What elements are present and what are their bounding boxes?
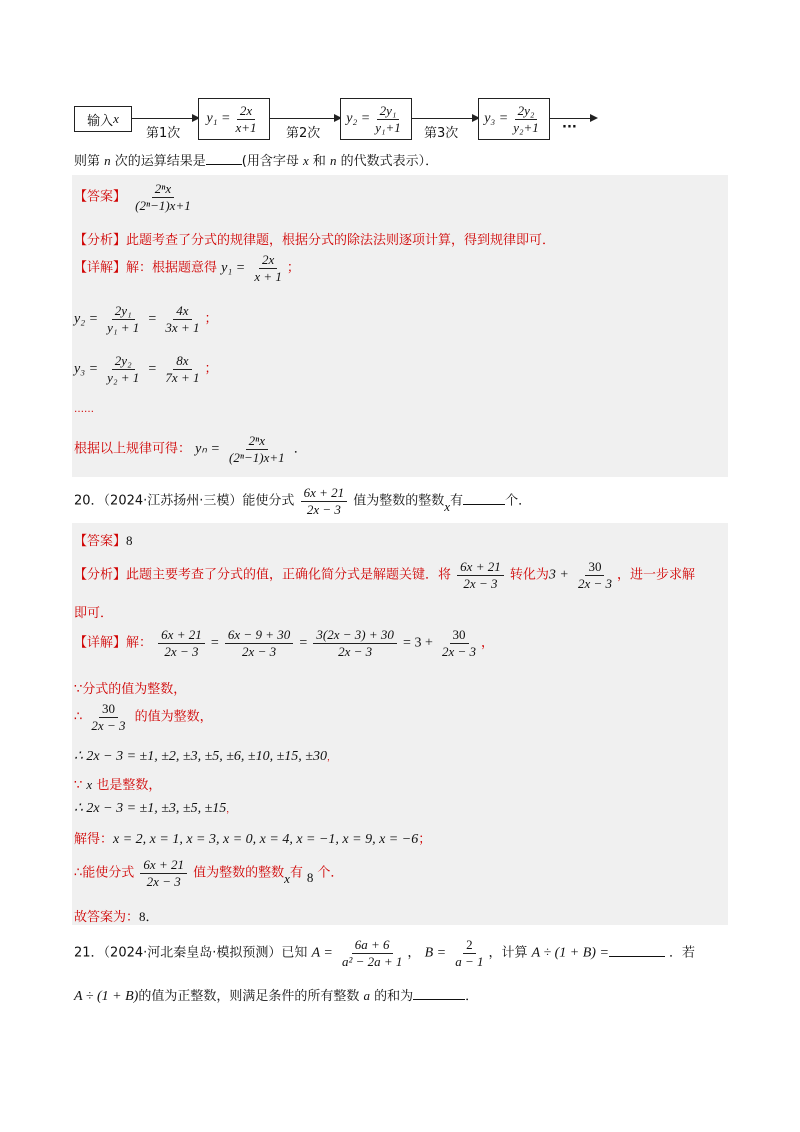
- q20-step-5: ∴ 2x − 3 = ±1, ±3, ±5, ±15，: [74, 801, 236, 816]
- formula-box-2: y₂ = $\frac{\text{2y₁}}{\text{y₁+1}}$: [340, 98, 412, 140]
- formula-box-3: y₃ = $\frac{\text{2y₂}}{\text{y₂+1}}$: [478, 98, 550, 140]
- flow-arrow-3: [412, 118, 478, 119]
- answer-blank: [206, 164, 242, 165]
- answer-blank: [413, 999, 465, 1000]
- q19-dots: ……: [74, 404, 94, 415]
- q20-step-4: ∵ x 也是整数，: [74, 777, 162, 793]
- q20-final: 故答案为：8．: [74, 909, 159, 925]
- q19-analysis: 【分析】此题考查了分式的规律题，根据分式的除法法则逐项计算，得到规律即可．: [74, 233, 556, 248]
- q19-question: 则第 n 次的运算结果是 (用含字母 x 和 n 的代数式表示）．: [74, 153, 439, 169]
- q19-answer: 【答案】 $\frac{\text{2ⁿx}}{\text{(2ⁿ−1)x+1}}$: [74, 181, 191, 213]
- q19-line-y2: y₂ = $\frac{\text{2y₁}}{\text{y₁ + 1}}$ = $\frac{4x}{3x + 1}$ ；: [74, 303, 218, 335]
- q20-analysis: 【分析】此题主要考查了分式的值，正确化简分式是解题关键．将 $\frac{6x + 21}{2x - 3}$ 转化为3 + $\frac{30}{2x - 3}$ ，进一步求解: [74, 559, 696, 591]
- input-var: x: [113, 111, 119, 126]
- q21-question-cont: A ÷ (1 + B)的值为正整数，则满足条件的所有整数 a 的和为 ．: [74, 988, 479, 1004]
- q20-step-1: ∵分式的值为整数，: [74, 682, 187, 697]
- q20-step-2: ∴ $\frac{30}{2x - 3}$ 的值为整数，: [74, 701, 213, 733]
- q20-step-3: ∴ 2x − 3 = ±1, ±2, ±3, ±5, ±6, ±10, ±15, ±30，: [74, 749, 336, 764]
- formula-box-1: y₁ = $\frac{2x}{x+1}$: [198, 98, 270, 140]
- q20-step-7: ∴能使分式 $\frac{6x + 21}{2x - 3}$ 值为整数的整数x有 8 个．: [74, 857, 344, 889]
- step-3-label: 第3次: [424, 126, 459, 141]
- input-label: 输入: [87, 113, 114, 129]
- flow-ellipsis: ···: [562, 120, 577, 135]
- q20-question: 20．（2024·江苏扬州·三模）能使分式 $\frac{6x + 21}{2x - 3}$ 值为整数的整数x有 个．: [74, 485, 532, 517]
- q19-line-y3: y₃ = $\frac{\text{2y₂}}{\text{y₂ + 1}}$ = $\frac{8x}{7x + 1}$ ；: [74, 353, 218, 385]
- q19-conclusion: 根据以上规律可得： yₙ = $\frac{\text{2ⁿx}}{\text{(2ⁿ−1)x+1}}$ ．: [74, 433, 307, 465]
- q21-question: 21．（2024·河北秦皇岛·模拟预测）已知 A = $\frac{6a + 6}{\text{a² − 2a + 1}}$ ， B = $\frac{2}{a - 1}$ ，计算 A ÷ (1 + B) = ．若: [74, 937, 696, 969]
- q20-analysis-cont: 即可．: [74, 606, 114, 621]
- flow-arrow-4: [550, 118, 596, 119]
- input-box: [74, 106, 132, 132]
- flow-arrow-2: [270, 118, 340, 119]
- step-2-label: 第2次: [286, 126, 321, 141]
- answer-blank: [609, 956, 665, 957]
- q20-answer: 【答案】8: [74, 533, 133, 549]
- answer-blank: [463, 504, 505, 505]
- q20-detail: 【详解】解： $\frac{6x + 21}{2x - 3}$ = $\frac{6x - 9 + 30}{2x - 3}$ = $\frac{3(2x - 3) + 30}{2x - 3}$ = 3 + $\frac{30}{2x - 3}$ ，: [74, 627, 495, 659]
- q20-step-6: 解得：x = 2, x = 1, x = 3, x = 0, x = 4, x = −1, x = 9, x = −6；: [74, 832, 432, 847]
- flow-arrow-1: [132, 118, 198, 119]
- q19-detail-intro: 【详解】解：根据题意得 y₁ = $\frac{2x}{x + 1}$ ；: [74, 252, 300, 284]
- step-1-label: 第1次: [146, 126, 181, 141]
